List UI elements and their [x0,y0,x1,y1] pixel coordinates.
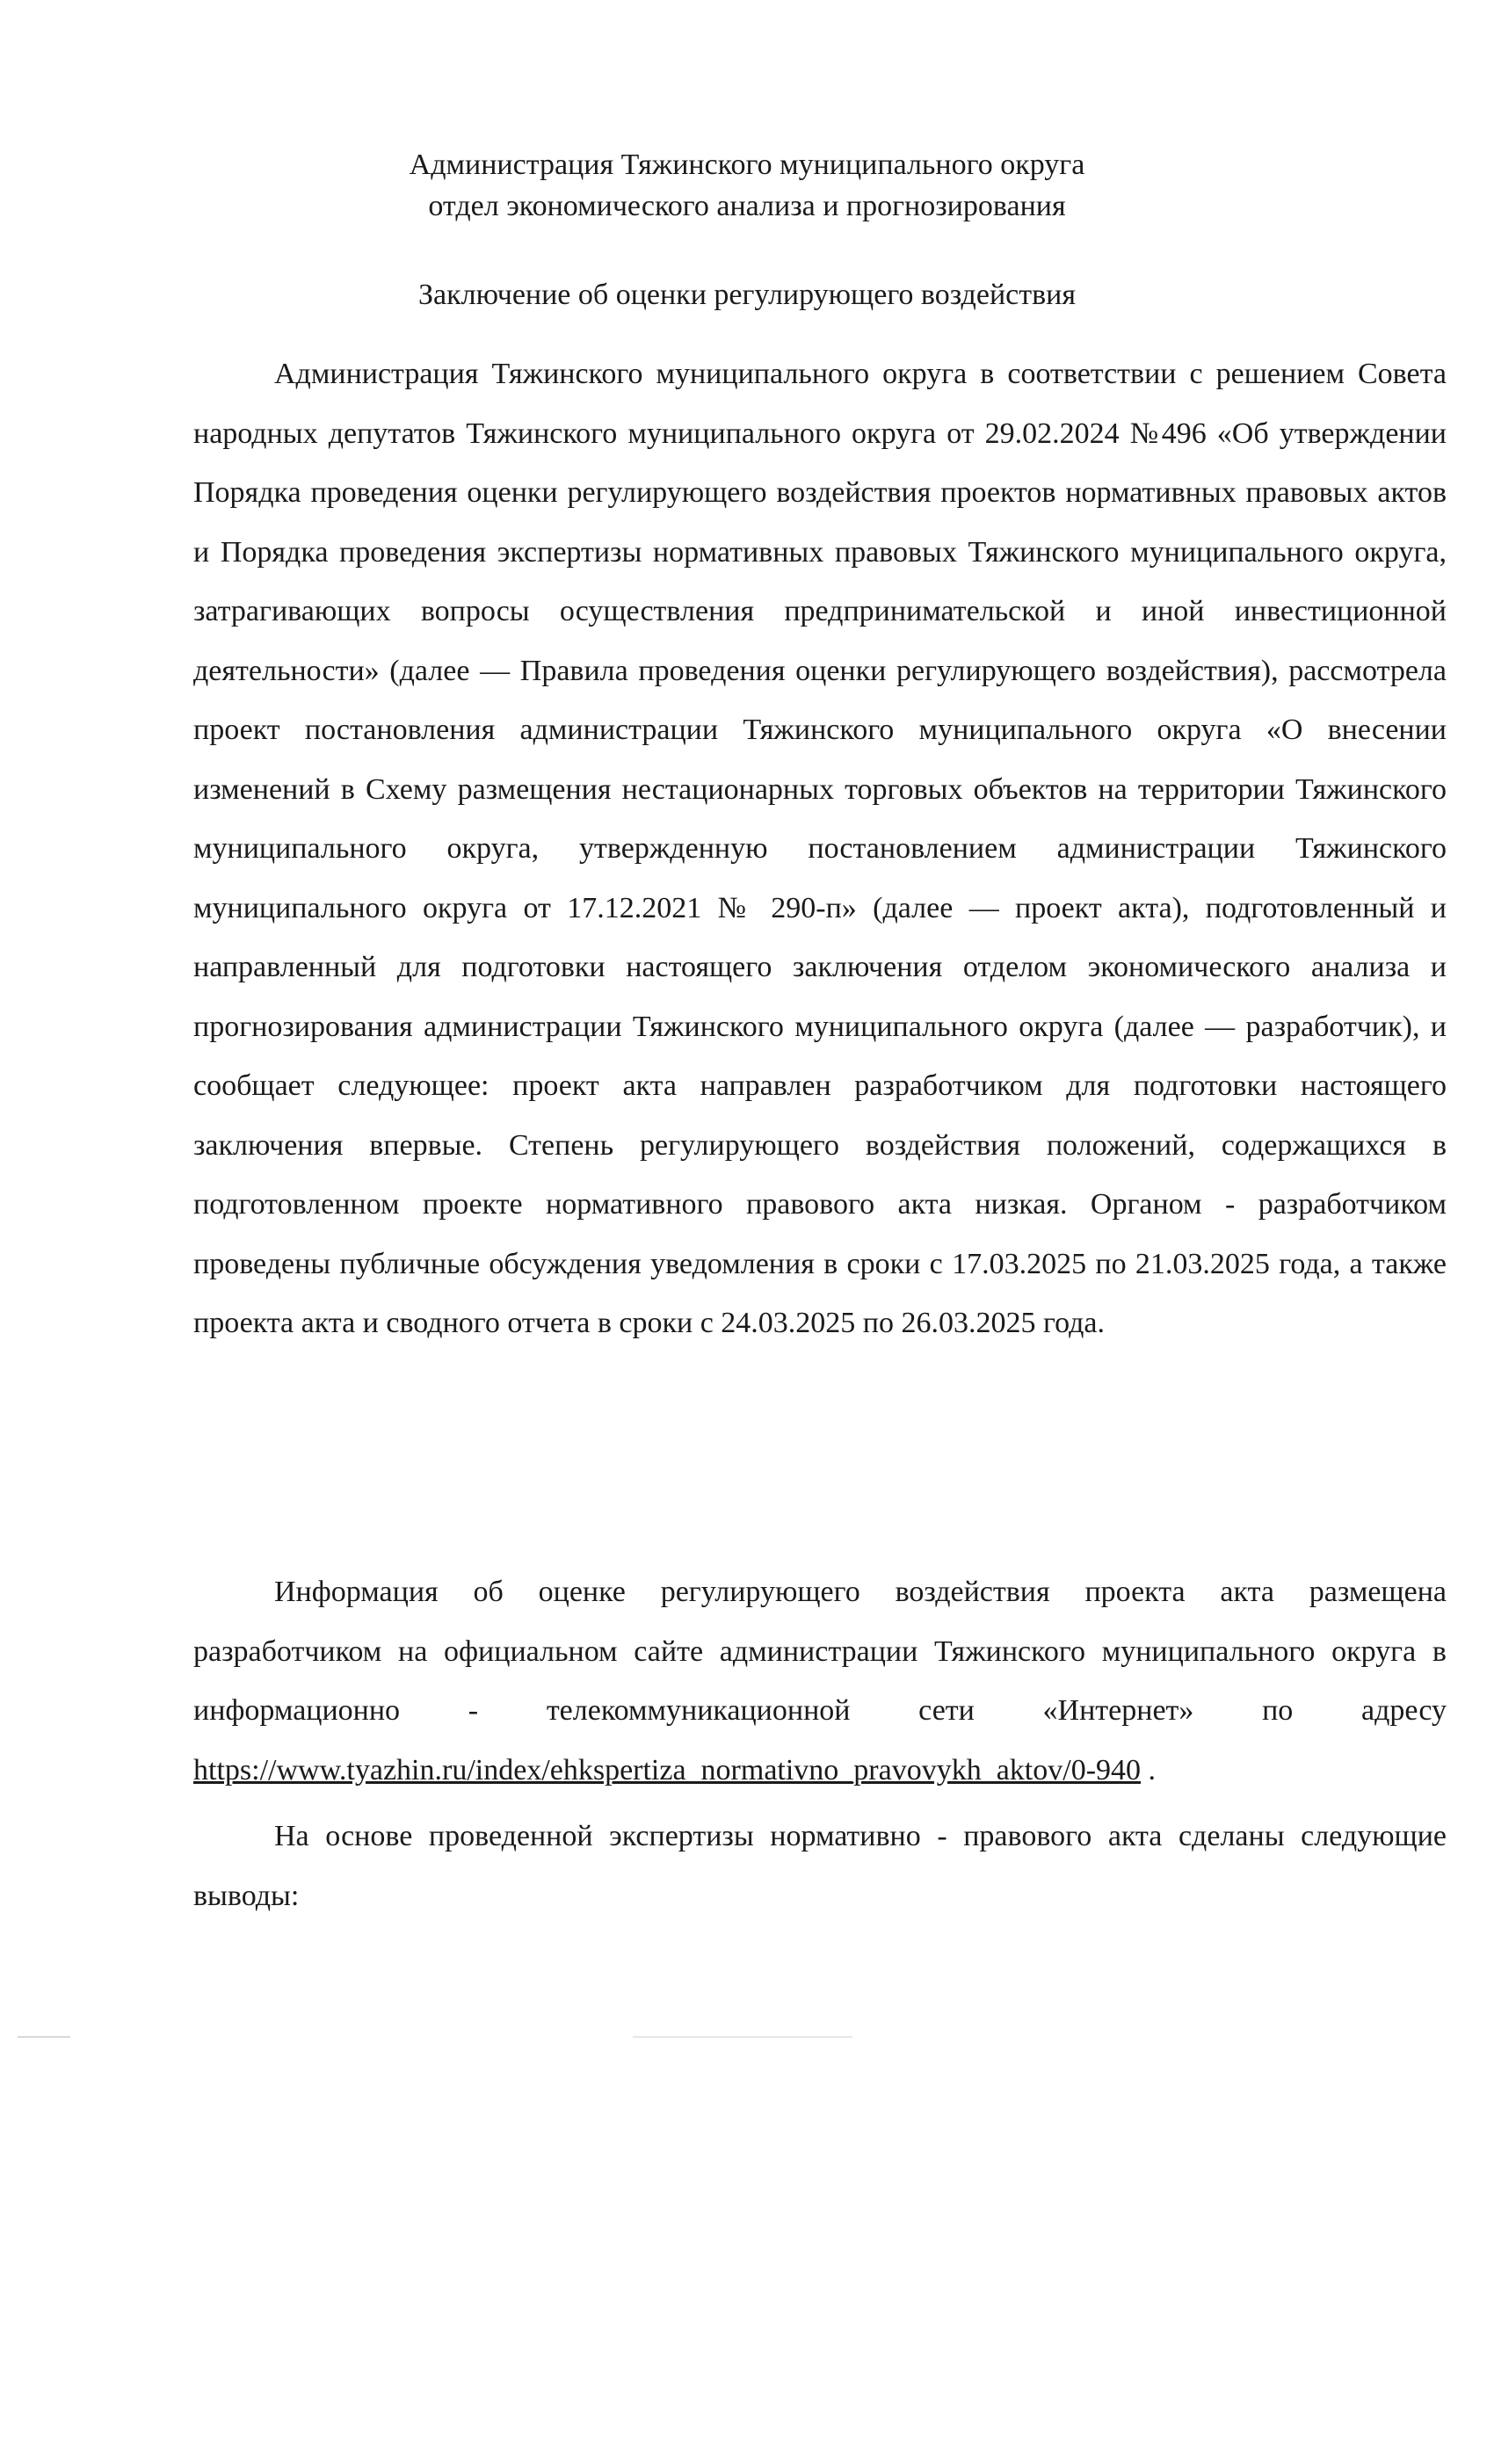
scan-artifact-line [18,2036,70,2038]
publication-link[interactable]: https://www.tyazhin.ru/index/ehkspertiza_normativno_pravovykh_aktov/0-940 [193,1753,1142,1786]
department-heading: отдел экономического анализа и прогнозирования [428,190,1066,222]
paragraph-publication-text: Информация об оценке регулирующего воздействия проекта акта размещена разработчиком на официальном сайте администрации Тяжинского муниципального округа в информационно - телекоммуникационной сети «Интернет» по адресу [193,1576,1447,1727]
scan-artifact-line [633,2036,852,2038]
document-title: Заключение об оценки регулирующего воздействия [418,279,1076,311]
paragraph-publication-info [193,1562,1447,1800]
paragraph-main: Администрация Тяжинского муниципального округа в соответствии с решением Совета народных депутатов Тяжинского муниципального округа от 29.02.2024 №496 «Об утверждении Порядка проведения оценки регулирующего воздействия проектов нормативных правовых актов и Порядка проведения экспертизы нормативных правовых Тяжинского муниципального округа, затрагивающих вопросы осуществления предпринимательской и иной инвестиционной деятельности» (далее — Правила проведения оценки регулирующего воздействия), рассмотрела проект постановления администрации Тяжинского муниципального округа «О внесении изменений в Схему размещения нестационарных торговых объектов на территории Тяжинского муниципального округа, утвержденную постановлением администрации Тяжинского муниципального округа от 17.12.2021 № 290-п» (далее — проект акта), подготовленный и направленный для подготовки настоящего заключения отделом экономического анализа и прогнозирования администрации Тяжинского муниципального округа (далее — разработчик), и сообщает следующее: проект акта направлен разработчиком для подготовки настоящего заключения впервые. Степень регулирующего воздействия положений, содержащихся в подготовленном проекте нормативного правового акта низкая. Органом - разработчиком проведены публичные обсуждения уведомления в сроки с 17.03.2025 по 21.03.2025 года, а также проекта акта и сводного отчета в сроки с 24.03.2025 по 26.03.2025 года. [193,358,1447,1339]
paragraph-conclusions-intro: На основе проведенной экспертизы нормативно - правового акта сделаны следующие выводы: [193,1820,1447,1912]
organization-heading: Администрация Тяжинского муниципального округа [409,149,1085,181]
paragraph-publication-end: . [1141,1753,1157,1786]
